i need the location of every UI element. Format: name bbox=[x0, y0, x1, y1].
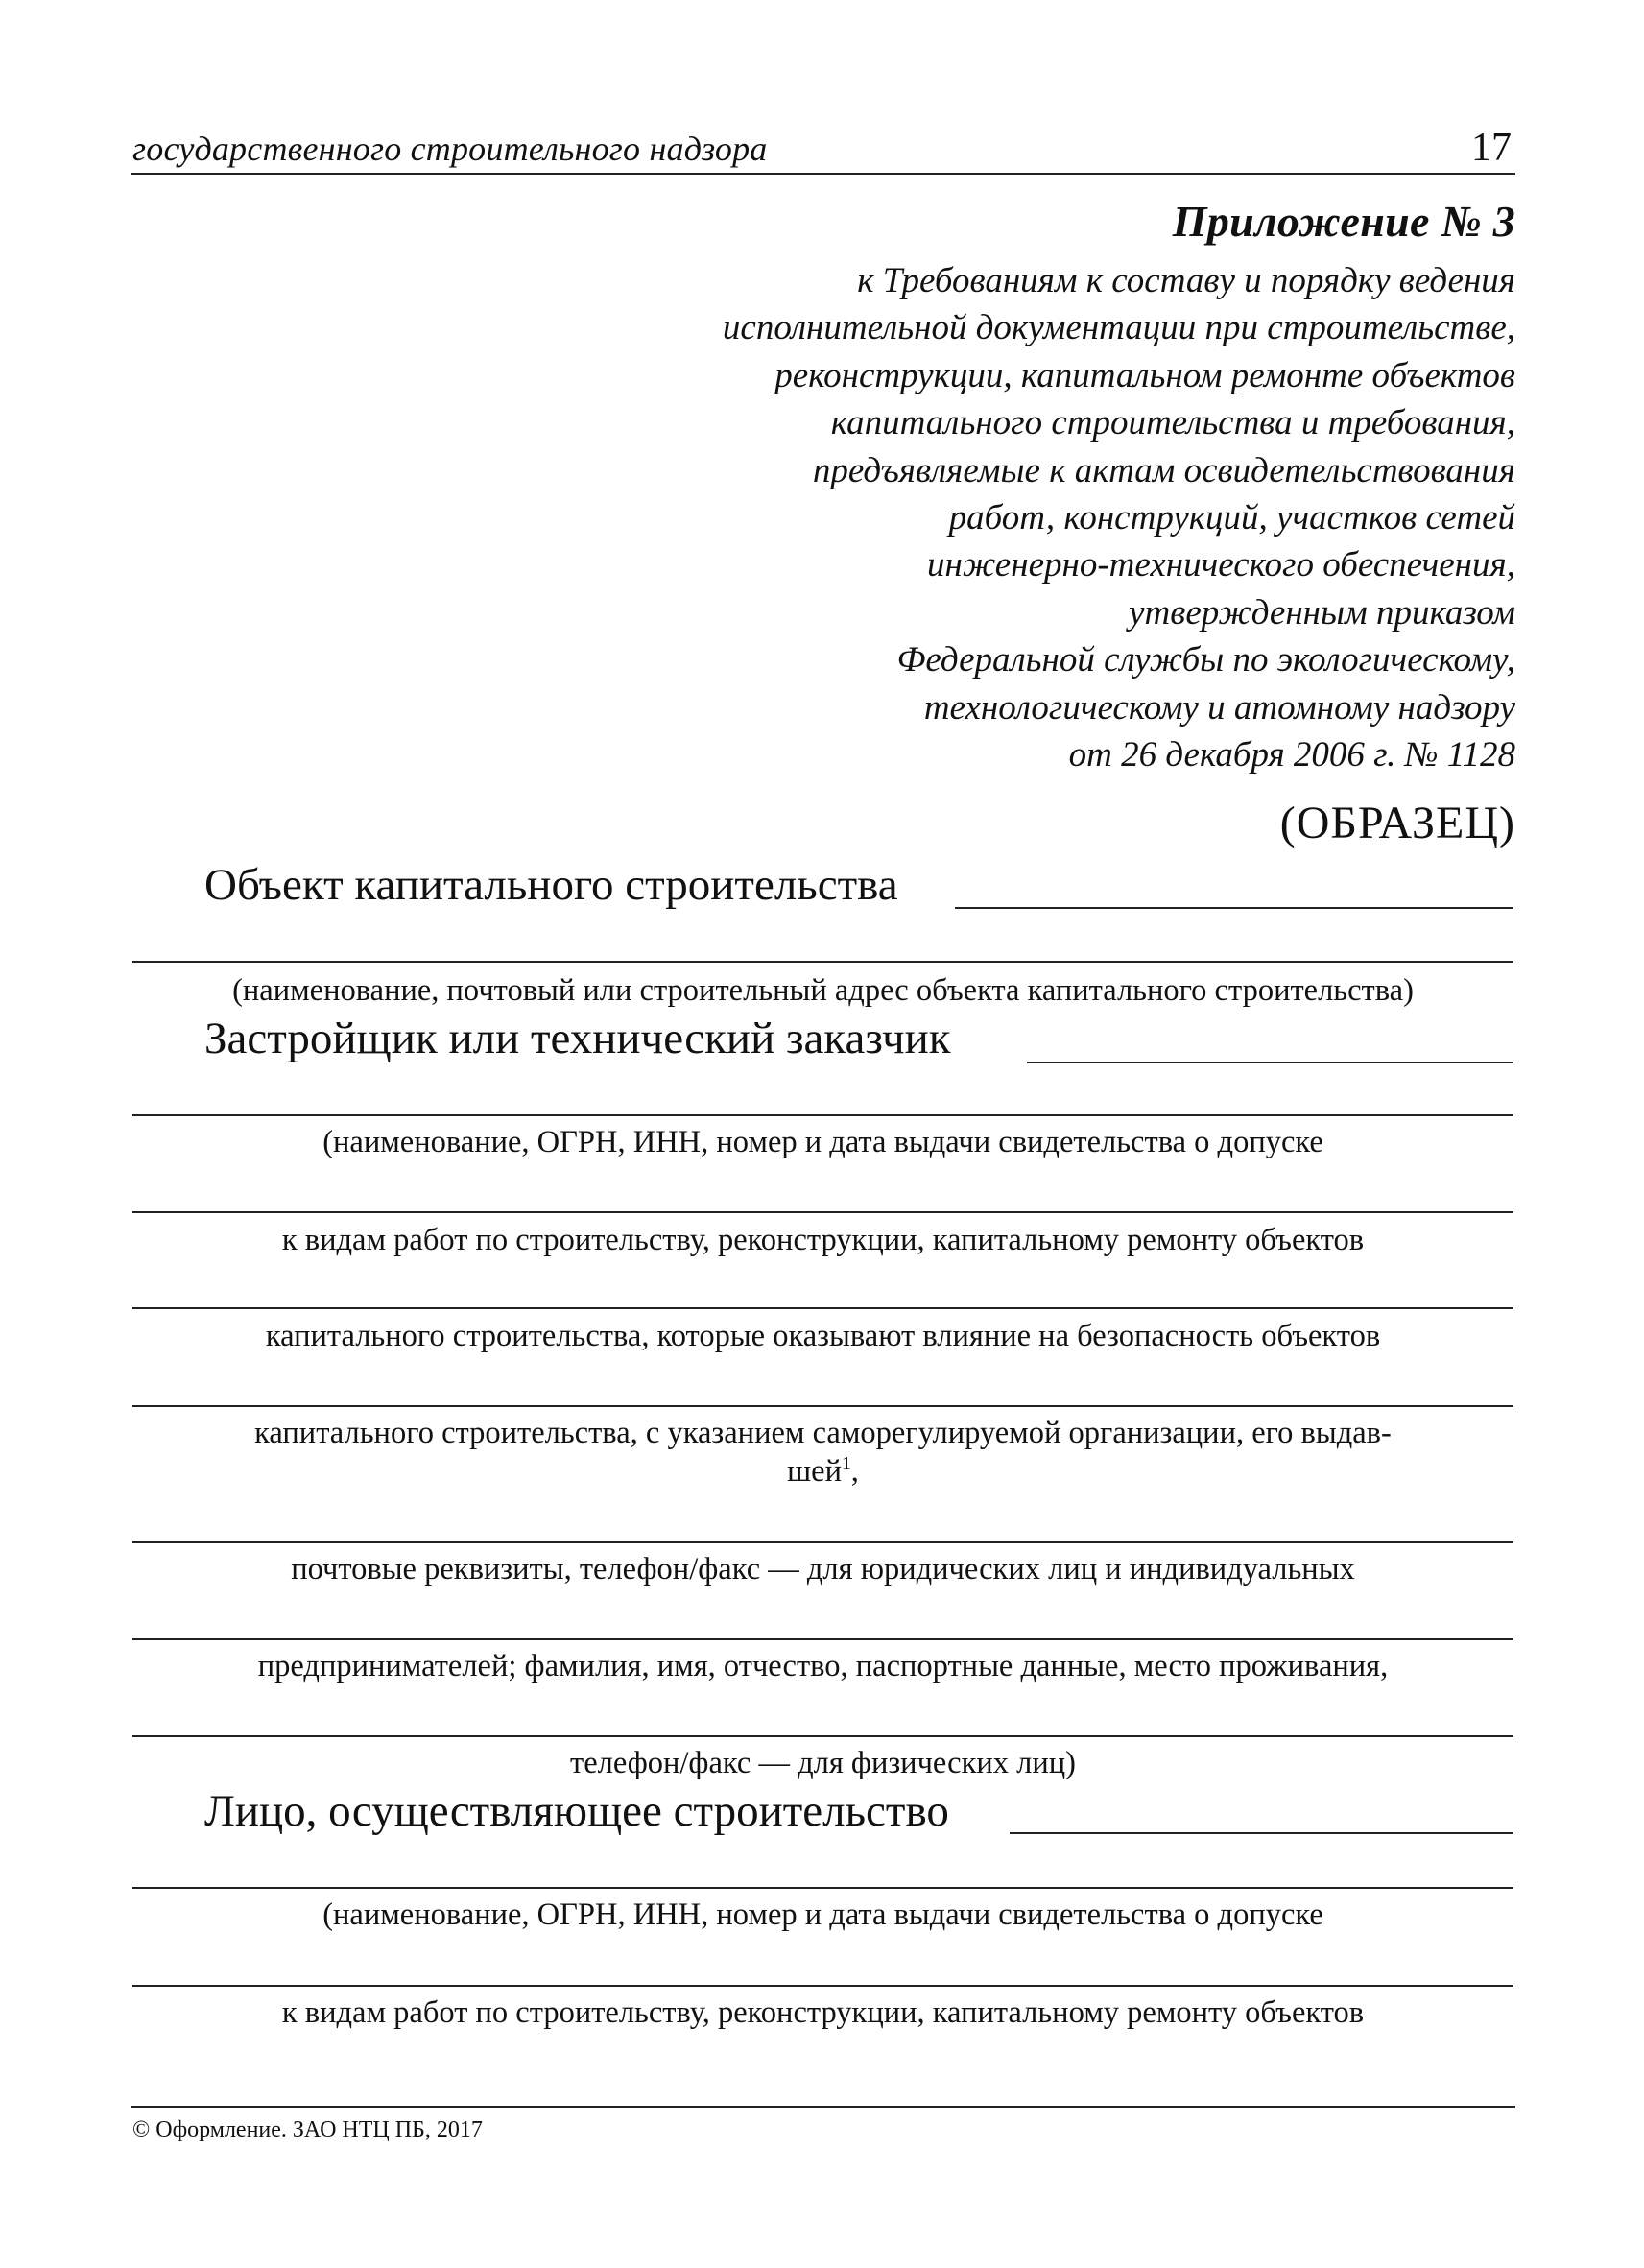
developer-caption: капитального строительства, с указанием саморегулируемой организации, его выдав- bbox=[254, 1416, 1392, 1450]
basis-line: инженерно-технического обеспечения, bbox=[927, 545, 1515, 585]
developer-caption: (наименование, ОГРН, ИНН, номер и дата выдачи свидетельства о допуске bbox=[322, 1125, 1323, 1159]
developer-caption: почтовые реквизиты, телефон/факс — для юридических лиц и индивидуальных bbox=[291, 1552, 1355, 1587]
developer-input-line-8[interactable] bbox=[132, 1735, 1513, 1737]
builder-input-line-2[interactable] bbox=[132, 1887, 1513, 1889]
builder-label: Лицо, осуществляющее строительство bbox=[204, 1786, 949, 1836]
developer-input-line-3[interactable] bbox=[132, 1211, 1513, 1213]
sample-mark: (ОБРАЗЕЦ) bbox=[1279, 798, 1515, 848]
header-divider bbox=[131, 173, 1515, 175]
basis-line: утвержденным приказом bbox=[1129, 592, 1515, 633]
builder-caption: к видам работ по строительству, реконструкции, капитальному ремонту объектов bbox=[281, 1995, 1365, 2030]
basis-line: от 26 декабря 2006 г. № 1128 bbox=[1068, 735, 1515, 776]
object-caption: (наименование, почтовый или строительный адрес объекта капитального строительства) bbox=[232, 973, 1414, 1008]
developer-input-line[interactable] bbox=[1027, 1062, 1513, 1063]
developer-caption: капитального строительства, которые оказывают влияние на безопасность объектов bbox=[265, 1319, 1381, 1353]
developer-caption: предпринимателей; фамилия, имя, отчество, паспортные данные, место проживания, bbox=[257, 1649, 1389, 1683]
basis-line: реконструкции, капитальном ремонте объектов bbox=[774, 355, 1515, 395]
developer-label: Застройщик или технический заказчик bbox=[204, 1014, 951, 1063]
builder-input-line[interactable] bbox=[1010, 1832, 1513, 1834]
appendix-title: Приложение № 3 bbox=[1172, 197, 1515, 246]
object-input-line[interactable] bbox=[955, 907, 1513, 909]
trailing-comma: , bbox=[850, 1454, 859, 1489]
object-input-line-2[interactable] bbox=[132, 961, 1513, 963]
basis-line: капитального строительства и требования, bbox=[830, 403, 1515, 443]
developer-caption-sro bbox=[132, 1414, 1513, 1491]
appendix-basis bbox=[556, 257, 1515, 778]
running-header: государственного строительного надзора bbox=[132, 130, 768, 168]
developer-input-line-4[interactable] bbox=[132, 1307, 1513, 1309]
developer-caption-continued bbox=[132, 1452, 1513, 1491]
developer-input-line-7[interactable] bbox=[132, 1638, 1513, 1640]
developer-caption: к видам работ по строительству, реконструкции, капитальному ремонту объектов bbox=[281, 1223, 1365, 1257]
basis-line: технологическому и атомному надзору bbox=[923, 687, 1515, 728]
basis-line: исполнительной документации при строительстве, bbox=[722, 308, 1515, 348]
footnote-ref: 1 bbox=[841, 1454, 851, 1475]
builder-caption: (наименование, ОГРН, ИНН, номер и дата выдачи свидетельства о допуске bbox=[322, 1898, 1323, 1932]
developer-caption: шей bbox=[787, 1454, 842, 1489]
builder-input-line-3[interactable] bbox=[132, 1985, 1513, 1987]
developer-caption: телефон/факс — для физических лиц) bbox=[570, 1746, 1076, 1780]
basis-line: к Требованиям к составу и порядку ведения bbox=[857, 261, 1515, 300]
basis-line: работ, конструкций, участков сетей bbox=[948, 498, 1515, 538]
basis-line: Федеральной службы по экологическому, bbox=[896, 640, 1515, 680]
footer-copyright: © Оформление. ЗАО НТЦ ПБ, 2017 bbox=[132, 2117, 483, 2142]
footer-divider bbox=[131, 2106, 1515, 2108]
basis-line: предъявляемые к актам освидетельствования bbox=[812, 450, 1515, 490]
page-number: 17 bbox=[1471, 126, 1512, 170]
object-label: Объект капитального строительства bbox=[204, 860, 898, 910]
developer-input-line-6[interactable] bbox=[132, 1541, 1513, 1543]
developer-input-line-5[interactable] bbox=[132, 1405, 1513, 1407]
developer-input-line-2[interactable] bbox=[132, 1114, 1513, 1116]
